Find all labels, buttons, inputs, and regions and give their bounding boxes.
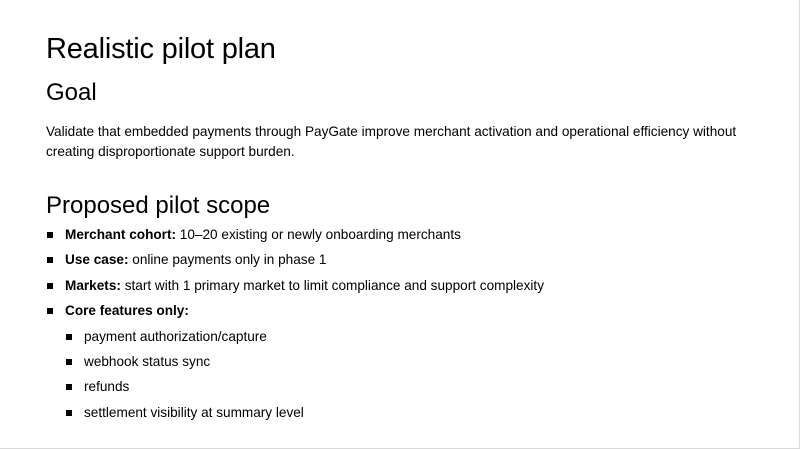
bullet-label: Core features only: bbox=[65, 303, 189, 319]
square-bullet-icon bbox=[47, 257, 53, 263]
square-bullet-icon bbox=[66, 410, 72, 416]
slide-title: Realistic pilot plan bbox=[46, 33, 276, 65]
scope-heading: Proposed pilot scope bbox=[46, 192, 271, 219]
square-bullet-icon bbox=[47, 283, 53, 289]
sub-bullet-settlement bbox=[46, 403, 776, 428]
bullet-text: online payments only in phase 1 bbox=[128, 252, 327, 268]
bullet-core-features bbox=[46, 301, 776, 326]
square-bullet-icon bbox=[47, 308, 53, 314]
sub-bullet-refunds bbox=[46, 377, 776, 402]
bullet-text: 10–20 existing or newly onboarding merchants bbox=[176, 227, 461, 242]
square-bullet-icon bbox=[47, 232, 53, 238]
sub-bullet-text: refunds bbox=[84, 379, 130, 395]
sub-bullet-webhook bbox=[46, 352, 776, 377]
square-bullet-icon bbox=[66, 359, 72, 365]
sub-bullet-authorization bbox=[46, 327, 776, 352]
bullet-markets bbox=[46, 276, 776, 301]
bullet-use-case bbox=[46, 250, 776, 275]
goal-heading: Goal bbox=[46, 79, 97, 106]
sub-bullet-text: webhook status sync bbox=[84, 353, 211, 369]
bullet-label: Use case: bbox=[65, 252, 129, 268]
scope-bullet-list bbox=[46, 225, 776, 428]
square-bullet-icon bbox=[66, 334, 72, 340]
goal-text: Validate that embedded payments through PayGate improve merchant activation and operational efficiency without creating disproportionate support burden. bbox=[46, 124, 737, 159]
bullet-label: Markets: bbox=[65, 277, 121, 293]
bullet-label: Merchant cohort: bbox=[65, 227, 177, 242]
sub-bullet-text: payment authorization/capture bbox=[84, 328, 267, 344]
bullet-merchant-cohort bbox=[46, 225, 776, 250]
square-bullet-icon bbox=[66, 384, 72, 390]
bullet-text: start with 1 primary market to limit compliance and support complexity bbox=[120, 277, 544, 293]
sub-bullet-text: settlement visibility at summary level bbox=[84, 404, 304, 420]
